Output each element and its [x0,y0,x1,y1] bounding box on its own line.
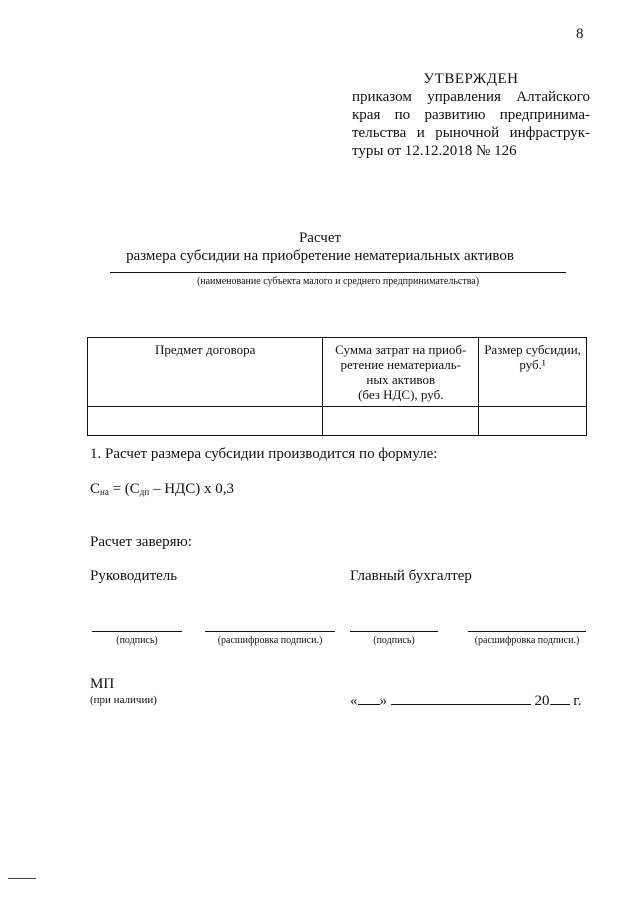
year-blank [550,690,570,705]
approval-title: УТВЕРЖДЕН [423,71,519,87]
entity-name-line [110,272,566,273]
head-signature-caption: (подпись) [116,635,158,646]
table-cell [88,407,323,436]
table-header-row [88,338,587,407]
head-name-line [205,631,335,632]
head-label: Руководитель [90,568,178,584]
document-title: Расчет [298,230,342,246]
stamp-caption: (при наличии) [90,694,157,706]
date-line: « » 20 г. [350,690,590,710]
table-row [88,407,587,436]
table-header-costs: Сумма затрат на приоб- ретение нематериаль- ных активов (без НДС), руб. [323,338,479,407]
head-signature-line [92,631,182,632]
accountant-label: Главный бухгалтер [350,568,472,584]
subsidy-formula: $С_{на} = (С_{дп} - НДС)$ х 0,3 [90,481,235,497]
corner-mark [8,878,36,879]
formula-intro: 1. Расчет размера субсидии производится по формуле: [90,446,438,462]
approval-line: приказом управления Алтайского [352,89,590,105]
approval-block [352,70,590,160]
month-blank [391,690,531,705]
accountant-signature-caption: (подпись) [373,635,415,646]
stamp-label: МП [90,676,115,692]
approval-line: туры от 12.12.2018 № 126 [352,143,517,159]
subsidy-table [87,337,587,436]
approval-line: края по развитию предпринима- [352,107,590,123]
entity-name-caption: (наименование субъекта малого и среднего предпринимательства) [196,276,480,287]
day-blank [358,690,380,705]
accountant-name-caption: (расшифровка подписи.) [474,635,580,646]
table-cell [323,407,479,436]
table-header-subsidy: Размер субсидии, руб.¹ [479,338,587,407]
page-number: 8 [576,26,584,42]
table-header-contract: Предмет договора [88,338,323,407]
accountant-name-line [468,631,586,632]
head-name-caption: (расшифровка подписи.) [217,635,323,646]
table-cell [479,407,587,436]
document-subtitle: размера субсидии на приобретение нематериальных активов [126,248,514,264]
accountant-signature-line [350,631,438,632]
certify-label: Расчет заверяю: [90,534,192,550]
approval-line: тельства и рыночной инфраструк- [352,125,590,141]
